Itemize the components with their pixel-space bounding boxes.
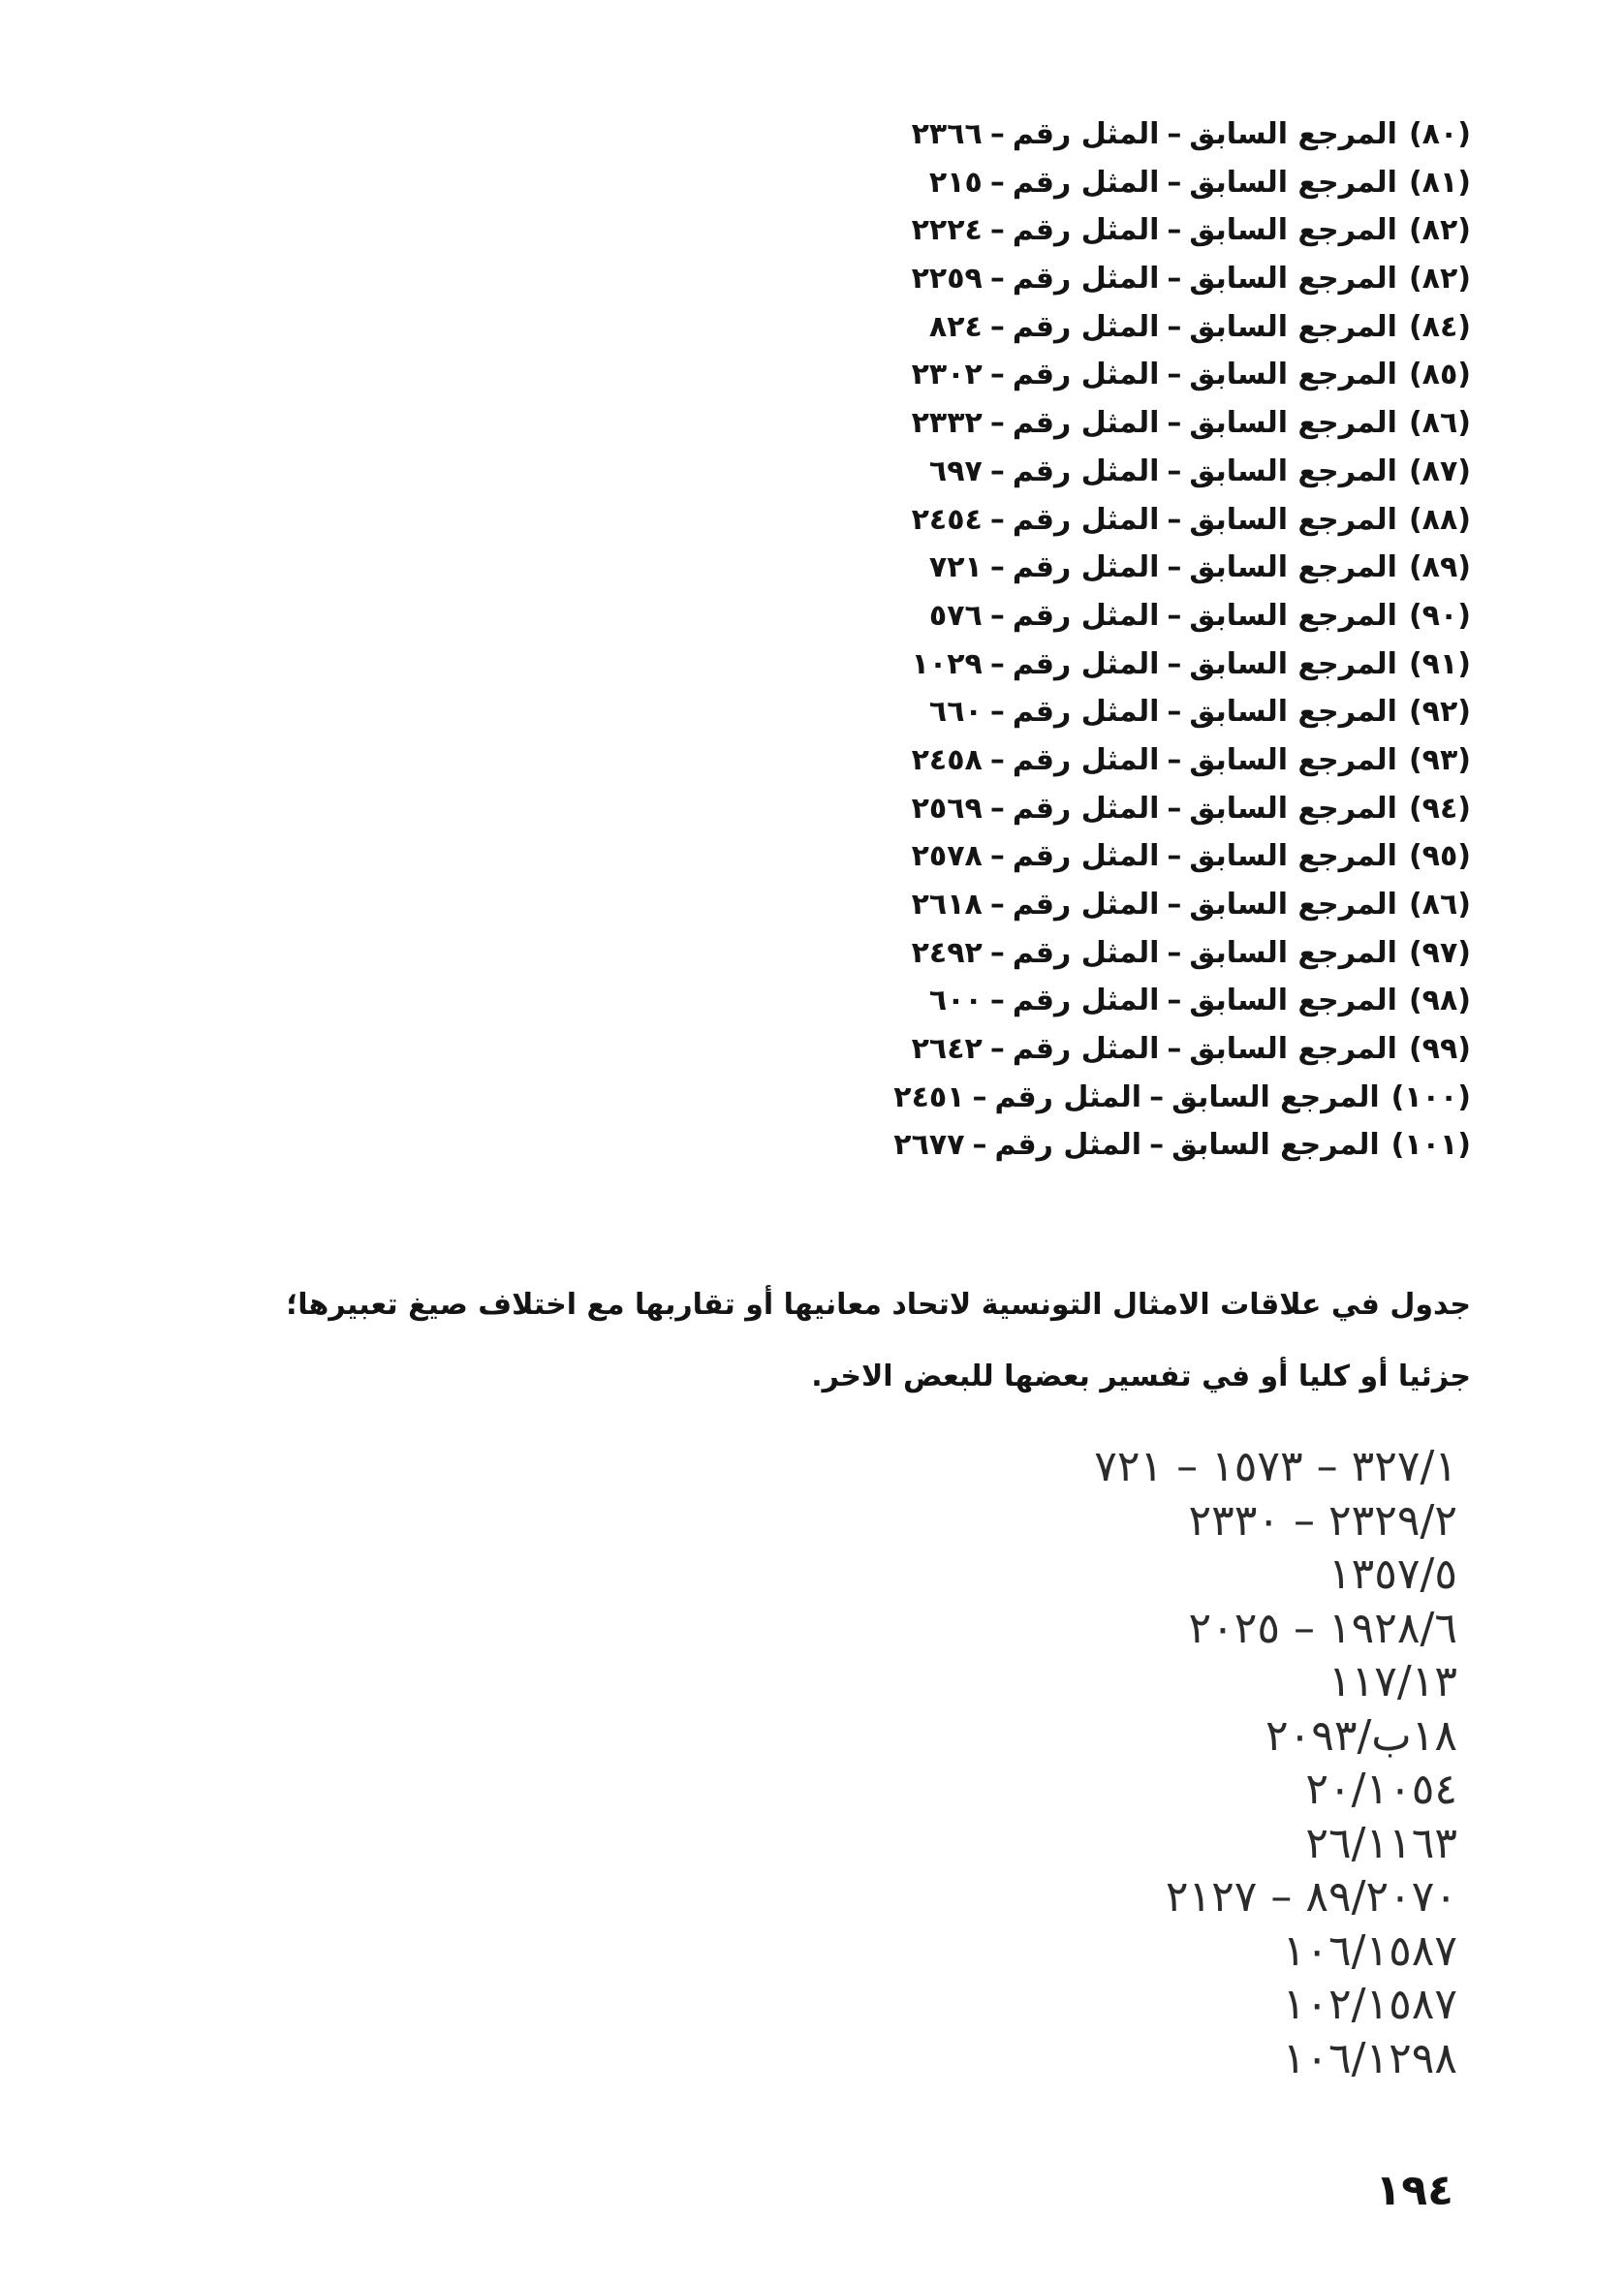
- reference-proverb-number: ٢٥٦٩: [911, 791, 983, 826]
- reference-dash: –: [989, 550, 1005, 585]
- table-row: ٣٢٧/١ – ١٥٧٣ – ٧٢١: [1094, 1442, 1457, 1491]
- reference-label: المثل رقم: [1012, 165, 1160, 200]
- reference-source: المرجع السابق: [1189, 453, 1397, 488]
- page-number: ١٩٤: [1375, 2166, 1453, 2215]
- reference-number: (٩٢): [1408, 695, 1471, 730]
- reference-label: المثل رقم: [1012, 117, 1160, 151]
- reference-dash: –: [1167, 646, 1182, 681]
- footnote-references: [793, 110, 1471, 1170]
- reference-source: المرجع السابق: [1189, 358, 1397, 392]
- table-heading: [192, 1269, 1471, 1413]
- table-row: ٢٦/١١٦٣: [1305, 1818, 1457, 1868]
- reference-label: المثل رقم: [1012, 502, 1160, 537]
- reference-dash: –: [1167, 742, 1182, 777]
- reference-line: [793, 544, 1471, 592]
- reference-label: المثل رقم: [1012, 406, 1160, 441]
- table-row: ١٨ب/٢٠٩٣: [1265, 1710, 1457, 1761]
- reference-proverb-number: ١٠٢٩: [911, 646, 983, 681]
- reference-line: [793, 1025, 1471, 1074]
- reference-dash: –: [1167, 888, 1182, 922]
- reference-dash: –: [1167, 695, 1182, 730]
- reference-dash: –: [1167, 117, 1182, 151]
- reference-line: [793, 496, 1471, 545]
- reference-source: المرجع السابق: [1189, 550, 1397, 585]
- reference-line: [793, 206, 1471, 255]
- reference-line: [793, 785, 1471, 833]
- reference-proverb-number: ٢١٥: [928, 165, 983, 200]
- reference-dash: –: [989, 888, 1005, 922]
- reference-proverb-number: ٦٠٠: [928, 984, 983, 1018]
- reference-proverb-number: ٧٢١: [928, 550, 983, 585]
- reference-proverb-number: ٢٢٢٤: [911, 213, 983, 248]
- reference-dash: –: [989, 695, 1005, 730]
- reference-dash: –: [1167, 791, 1182, 826]
- reference-number: (٩٥): [1408, 839, 1471, 874]
- reference-label: المثل رقم: [1012, 262, 1160, 297]
- reference-dash: –: [989, 742, 1005, 777]
- reference-label: المثل رقم: [1012, 888, 1160, 922]
- reference-label: المثل رقم: [1012, 791, 1160, 826]
- reference-proverb-number: ٢٥٧٨: [911, 839, 983, 874]
- reference-line: [793, 351, 1471, 399]
- reference-label: المثل رقم: [1012, 1032, 1160, 1067]
- reference-dash: –: [972, 1079, 987, 1114]
- reference-source: المرجع السابق: [1189, 791, 1397, 826]
- reference-label: المثل رقم: [1012, 646, 1160, 681]
- reference-source: المرجع السابق: [1189, 309, 1397, 344]
- reference-number: (٨٩): [1408, 550, 1471, 585]
- reference-label: المثل رقم: [1012, 309, 1160, 344]
- reference-number: (٨٠): [1408, 117, 1471, 151]
- reference-proverb-number: ٢٦١٨: [911, 888, 983, 922]
- reference-source: المرجع السابق: [1189, 935, 1397, 970]
- reference-dash: –: [1167, 984, 1182, 1018]
- reference-dash: –: [989, 646, 1005, 681]
- reference-source: المرجع السابق: [1189, 984, 1397, 1018]
- reference-dash: –: [989, 984, 1005, 1018]
- reference-number: (٨٥): [1408, 358, 1471, 392]
- reference-proverb-number: ٢٢٥٩: [911, 262, 983, 297]
- reference-dash: –: [1167, 598, 1182, 633]
- reference-proverb-number: ٢٤٥٨: [911, 742, 983, 777]
- reference-source: المرجع السابق: [1189, 262, 1397, 297]
- reference-dash: –: [989, 1032, 1005, 1067]
- reference-dash: –: [1167, 839, 1182, 874]
- reference-source: المرجع السابق: [1189, 598, 1397, 633]
- reference-dash: –: [989, 839, 1005, 874]
- reference-dash: –: [989, 502, 1005, 537]
- reference-proverb-number: ٢٣٠٢: [911, 358, 983, 392]
- reference-line: [793, 448, 1471, 496]
- reference-line: [793, 399, 1471, 448]
- reference-dash: –: [1167, 213, 1182, 248]
- reference-number: (٩٤): [1408, 791, 1471, 826]
- reference-dash: –: [989, 406, 1005, 441]
- reference-number: (١٠١): [1390, 1128, 1471, 1163]
- reference-number: (٨٤): [1408, 309, 1471, 344]
- reference-number: (٨٢): [1408, 262, 1471, 297]
- reference-source: المرجع السابق: [1171, 1079, 1380, 1114]
- reference-dash: –: [1167, 262, 1182, 297]
- reference-number: (٨٧): [1408, 453, 1471, 488]
- reference-source: المرجع السابق: [1189, 165, 1397, 200]
- reference-number: (٨٢): [1408, 213, 1471, 248]
- reference-number: (٨٦): [1408, 406, 1471, 441]
- reference-dash: –: [989, 358, 1005, 392]
- reference-line: [793, 592, 1471, 641]
- reference-line: [793, 303, 1471, 352]
- reference-label: المثل رقم: [1012, 839, 1160, 874]
- reference-dash: –: [972, 1128, 987, 1163]
- reference-dash: –: [1167, 1032, 1182, 1067]
- reference-source: المرجع السابق: [1189, 695, 1397, 730]
- reference-proverb-number: ٨٢٤: [928, 309, 983, 344]
- reference-number: (١٠٠): [1390, 1079, 1471, 1114]
- reference-number: (٨٨): [1408, 502, 1471, 537]
- reference-line: [793, 641, 1471, 689]
- reference-source: المرجع السابق: [1189, 117, 1397, 151]
- reference-line: [793, 688, 1471, 736]
- reference-source: المرجع السابق: [1189, 502, 1397, 537]
- reference-dash: –: [1167, 165, 1182, 200]
- reference-label: المثل رقم: [994, 1128, 1142, 1163]
- reference-label: المثل رقم: [1012, 550, 1160, 585]
- reference-line: [793, 929, 1471, 978]
- reference-source: المرجع السابق: [1189, 1032, 1397, 1067]
- heading-line-1: جدول في علاقات الامثال التونسية لاتحاد معانيها أو تقاربها مع اختلاف صيغ تعبيرها؛: [286, 1288, 1471, 1322]
- reference-dash: –: [1167, 358, 1182, 392]
- table-row: ١١٧/١٣: [1328, 1657, 1457, 1706]
- reference-label: المثل رقم: [994, 1079, 1142, 1114]
- reference-proverb-number: ٢٣٣٢: [911, 406, 983, 441]
- reference-dash: –: [989, 309, 1005, 344]
- table-row: ٢٠/١٠٥٤: [1305, 1765, 1457, 1814]
- reference-label: المثل رقم: [1012, 358, 1160, 392]
- reference-label: المثل رقم: [1012, 742, 1160, 777]
- reference-number: (٩١): [1408, 646, 1471, 681]
- reference-source: المرجع السابق: [1189, 888, 1397, 922]
- reference-label: المثل رقم: [1012, 984, 1160, 1018]
- reference-proverb-number: ٦٦٠: [928, 695, 983, 730]
- reference-proverb-number: ٢٦٧٧: [893, 1128, 965, 1163]
- reference-source: المرجع السابق: [1189, 646, 1397, 681]
- reference-number: (٨١): [1408, 165, 1471, 200]
- reference-line: [793, 832, 1471, 881]
- reference-dash: –: [1149, 1128, 1165, 1163]
- reference-dash: –: [1167, 502, 1182, 537]
- reference-dash: –: [1167, 406, 1182, 441]
- reference-number: (٩٣): [1408, 742, 1471, 777]
- reference-line: [793, 1121, 1471, 1170]
- reference-proverb-number: ٦٩٧: [928, 453, 983, 488]
- reference-dash: –: [989, 935, 1005, 970]
- table-row: ١٠٦/١٥٨٧: [1282, 1925, 1457, 1976]
- reference-proverb-number: ٢٤٥١: [893, 1079, 965, 1114]
- heading-line-2: جزئيا أو كليا أو في تفسير بعضها للبعض الاخر.: [811, 1360, 1471, 1393]
- reference-dash: –: [989, 165, 1005, 200]
- reference-proverb-number: ٢٤٩٢: [911, 935, 983, 970]
- reference-source: المرجع السابق: [1189, 406, 1397, 441]
- reference-proverb-number: ٥٧٦: [928, 598, 983, 633]
- reference-line: [793, 1074, 1471, 1122]
- table-row: ١٠٦/١٢٩٨: [1282, 2033, 1457, 2083]
- reference-line: [793, 159, 1471, 207]
- reference-line: [793, 881, 1471, 929]
- reference-dash: –: [1149, 1079, 1165, 1114]
- reference-proverb-number: ٢٣٦٦: [911, 117, 983, 151]
- reference-dash: –: [989, 598, 1005, 633]
- reference-line: [793, 110, 1471, 159]
- reference-dash: –: [1167, 550, 1182, 585]
- proverb-relations-table: [779, 1440, 1457, 2085]
- reference-dash: –: [989, 262, 1005, 297]
- reference-line: [793, 736, 1471, 785]
- reference-dash: –: [989, 453, 1005, 488]
- reference-label: المثل رقم: [1012, 695, 1160, 730]
- reference-dash: –: [1167, 935, 1182, 970]
- reference-number: (٩٨): [1408, 984, 1471, 1018]
- reference-proverb-number: ٢٦٤٢: [911, 1032, 983, 1067]
- reference-number: (٩٧): [1408, 935, 1471, 970]
- reference-label: المثل رقم: [1012, 598, 1160, 633]
- reference-source: المرجع السابق: [1189, 839, 1397, 874]
- reference-dash: –: [1167, 453, 1182, 488]
- reference-line: [793, 977, 1471, 1025]
- reference-line: [793, 255, 1471, 303]
- reference-number: (٩٠): [1408, 598, 1471, 633]
- reference-label: المثل رقم: [1012, 935, 1160, 970]
- reference-source: المرجع السابق: [1189, 742, 1397, 777]
- table-row: ١٣٥٧/٥: [1328, 1549, 1457, 1599]
- table-row: ٨٩/٢٠٧٠ – ٢١٢٧: [1165, 1872, 1457, 1922]
- table-row: ٢٣٢٩/٢ – ٢٣٣٠: [1188, 1495, 1457, 1546]
- reference-label: المثل رقم: [1012, 213, 1160, 248]
- reference-proverb-number: ٢٤٥٤: [911, 502, 983, 537]
- reference-dash: –: [989, 791, 1005, 826]
- table-row: ١٠٢/١٥٨٧: [1282, 1980, 1457, 2029]
- reference-source: المرجع السابق: [1189, 213, 1397, 248]
- reference-dash: –: [1167, 309, 1182, 344]
- reference-label: المثل رقم: [1012, 453, 1160, 488]
- reference-dash: –: [989, 213, 1005, 248]
- reference-number: (٩٩): [1408, 1032, 1471, 1067]
- reference-number: (٨٦): [1408, 888, 1471, 922]
- reference-dash: –: [989, 117, 1005, 151]
- table-row: ١٩٢٨/٦ – ٢٠٢٥: [1188, 1603, 1457, 1653]
- reference-source: المرجع السابق: [1171, 1128, 1380, 1163]
